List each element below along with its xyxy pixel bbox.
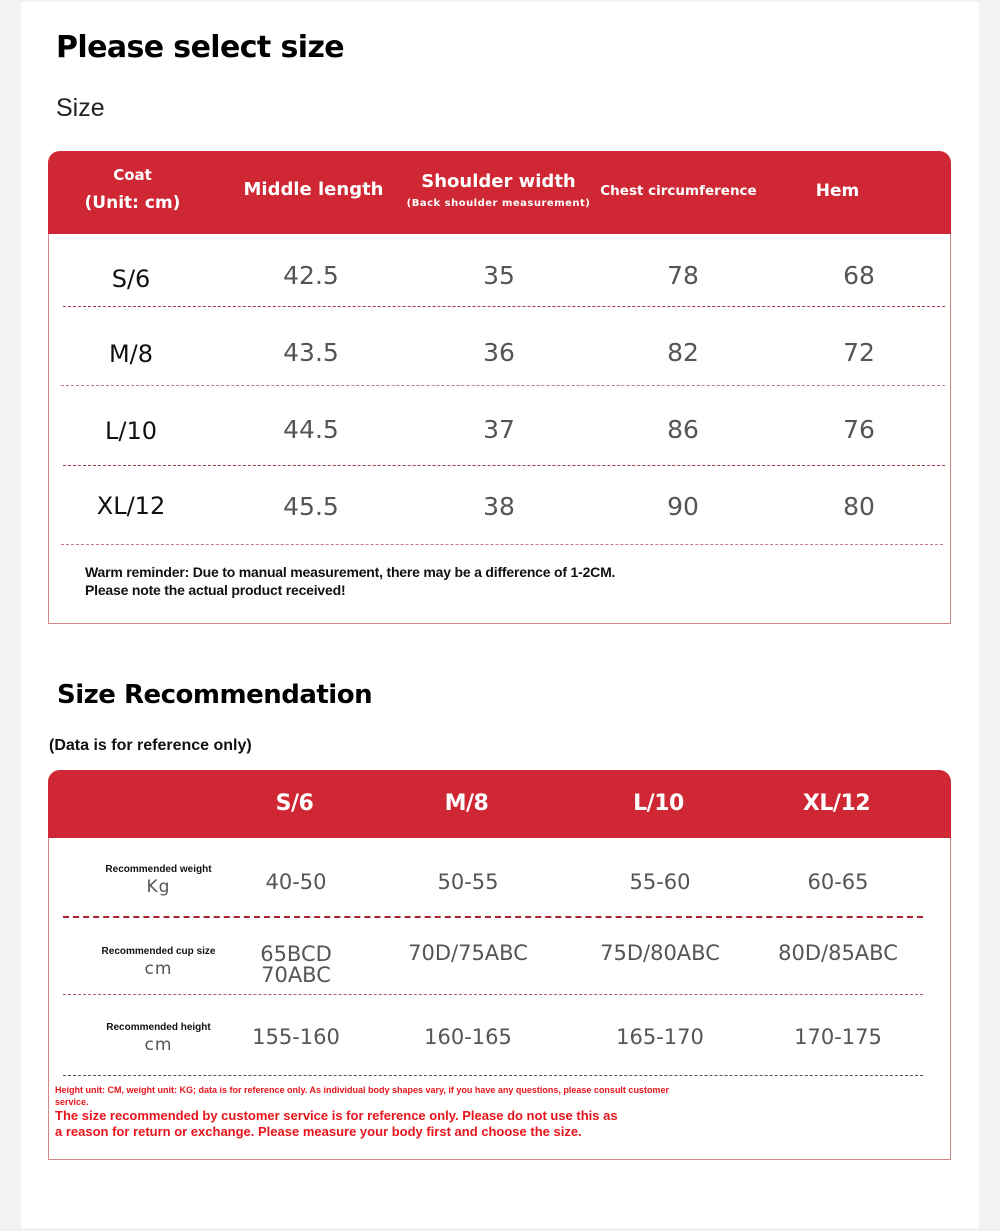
weight-value-xl: 60-65 bbox=[807, 870, 869, 894]
header-size-l: L/10 bbox=[633, 791, 684, 816]
height-value-xl: 170-175 bbox=[794, 1025, 882, 1049]
size-label: M/8 bbox=[108, 340, 154, 368]
size-chart-header bbox=[48, 151, 951, 234]
weight-value-l: 55-60 bbox=[629, 870, 691, 894]
shoulder-width-value: 35 bbox=[483, 261, 515, 290]
height-value-m: 160-165 bbox=[424, 1025, 512, 1049]
row-divider bbox=[63, 994, 923, 995]
header-shoulder-width bbox=[404, 171, 594, 209]
page-title: Please select size bbox=[56, 30, 345, 65]
middle-length-value: 43.5 bbox=[283, 338, 339, 367]
cup-value-s-line2: 70ABC bbox=[261, 963, 331, 987]
row-divider bbox=[63, 306, 945, 307]
header-size-m: M/8 bbox=[444, 791, 489, 816]
recommendation-table bbox=[48, 770, 951, 1160]
shoulder-width-value: 36 bbox=[483, 338, 515, 367]
header-size-s: S/6 bbox=[275, 791, 314, 816]
cup-value-m: 70D/75ABC bbox=[408, 941, 528, 965]
header-unit-label: (Unit: cm) bbox=[84, 193, 181, 213]
weight-unit: Kg bbox=[146, 877, 171, 897]
size-subtitle: Size bbox=[56, 94, 105, 122]
cup-value-xl: 80D/85ABC bbox=[778, 941, 898, 965]
weight-value-s: 40-50 bbox=[265, 870, 327, 894]
measurement-reminder bbox=[85, 563, 615, 599]
table-row bbox=[49, 472, 952, 548]
row-divider bbox=[63, 916, 923, 918]
row-divider bbox=[63, 465, 945, 466]
hem-value: 68 bbox=[843, 261, 875, 290]
reminder-line-2: Please note the actual product received! bbox=[85, 582, 346, 598]
row-divider bbox=[61, 385, 945, 386]
table-row bbox=[49, 998, 952, 1076]
header-shoulder-sublabel: (Back shoulder measurement) bbox=[406, 198, 591, 209]
size-label: L/10 bbox=[105, 417, 157, 445]
weight-label-text: Recommended weight bbox=[105, 864, 212, 875]
size-label: XL/12 bbox=[96, 492, 166, 520]
weight-value-m: 50-55 bbox=[437, 870, 499, 894]
table-row bbox=[49, 395, 952, 471]
middle-length-value: 44.5 bbox=[283, 415, 339, 444]
chest-value: 86 bbox=[667, 415, 699, 444]
warning-line-2: a reason for return or exchange. Please measure your body first and choose the size. bbox=[55, 1124, 582, 1139]
fine-print-note: Height unit: CM, weight unit: KG; data is for reference only. As individual body shapes vary, if you have any questions, please consult customer service. bbox=[55, 1085, 669, 1107]
shoulder-width-value: 37 bbox=[483, 415, 515, 444]
warning-line-1: The size recommended by customer service is for reference only. Please do not use this as bbox=[55, 1108, 618, 1123]
shoulder-width-value: 38 bbox=[483, 492, 515, 521]
header-coat-label: Coat bbox=[113, 166, 152, 184]
recommendation-note: (Data is for reference only) bbox=[49, 737, 252, 754]
middle-length-value: 45.5 bbox=[283, 492, 339, 521]
header-coat bbox=[73, 165, 193, 221]
chest-value: 90 bbox=[667, 492, 699, 521]
height-label-text: Recommended height bbox=[106, 1022, 211, 1033]
recommendation-header bbox=[48, 770, 951, 838]
table-row bbox=[49, 920, 952, 995]
height-value-l: 165-170 bbox=[616, 1025, 704, 1049]
middle-length-value: 42.5 bbox=[283, 261, 339, 290]
return-warning bbox=[55, 1108, 655, 1140]
hem-value: 76 bbox=[843, 415, 875, 444]
cup-value-s-line1: 65BCD bbox=[260, 942, 332, 966]
height-value-s: 155-160 bbox=[252, 1025, 340, 1049]
hem-value: 80 bbox=[843, 492, 875, 521]
header-size-xl: XL/12 bbox=[802, 791, 871, 816]
cup-unit: cm bbox=[144, 959, 173, 979]
cup-value-s bbox=[216, 944, 376, 986]
chest-value: 82 bbox=[667, 338, 699, 367]
cup-label-text: Recommended cup size bbox=[101, 946, 216, 957]
height-unit: cm bbox=[144, 1035, 173, 1055]
size-label: S/6 bbox=[111, 265, 151, 293]
recommendation-title: Size Recommendation bbox=[57, 680, 373, 710]
reminder-line-1: Warm reminder: Due to manual measurement, there may be a difference of 1-2CM. bbox=[85, 564, 616, 580]
row-divider bbox=[61, 544, 943, 545]
row-divider bbox=[63, 1075, 923, 1076]
header-hem: Hem bbox=[815, 181, 860, 201]
table-row bbox=[49, 838, 952, 916]
hem-value: 72 bbox=[843, 338, 875, 367]
chest-value: 78 bbox=[667, 261, 699, 290]
cup-value-l: 75D/80ABC bbox=[600, 941, 720, 965]
header-shoulder-label: Shoulder width bbox=[421, 171, 576, 192]
header-middle-length: Middle length bbox=[243, 179, 384, 200]
table-row bbox=[49, 318, 952, 394]
size-chart-table bbox=[48, 151, 951, 624]
header-chest: Chest circumference bbox=[600, 183, 757, 199]
